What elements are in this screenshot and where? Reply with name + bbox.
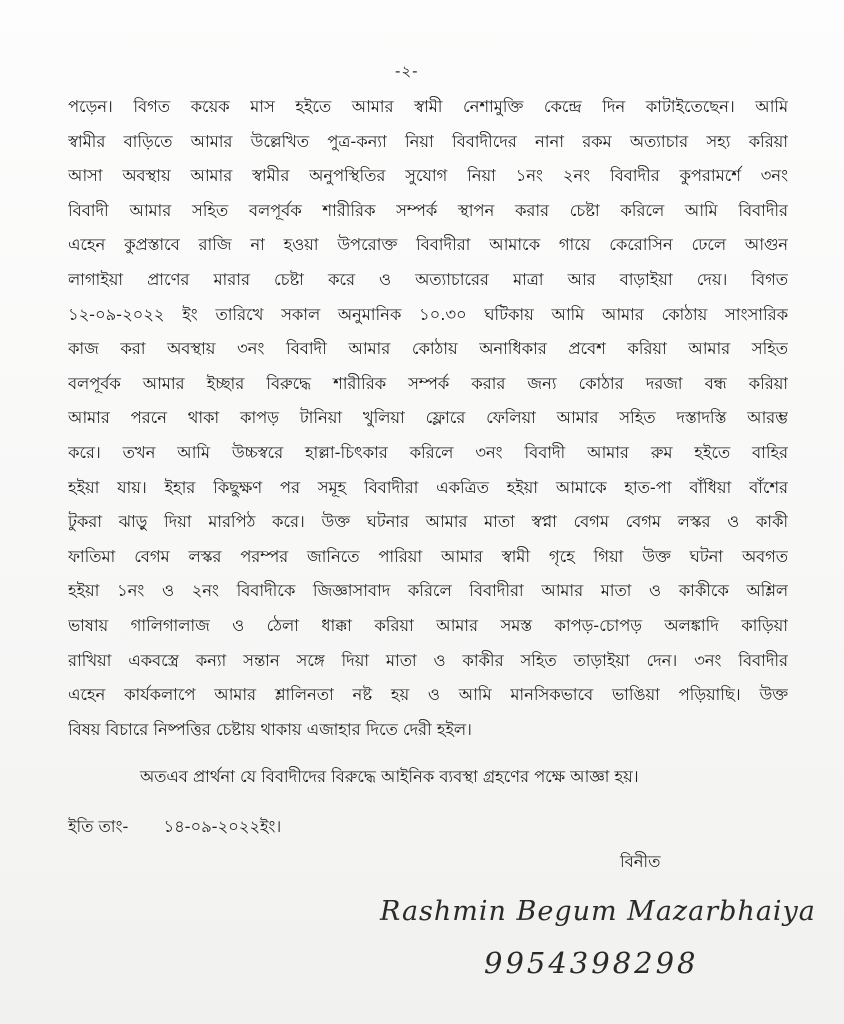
body-line: আসা অবস্থায় আমার স্বামীর অনুপস্থিতির সুযোগ নিয়া ১নং ২নং বিবাদীর কুপরামর্শে ৩নং xyxy=(68,166,788,186)
prayer-text: অতএব প্রার্থনা যে বিবাদীদের বিরুদ্ধে আইনিক ব্যবস্থা গ্রহণের পক্ষে আজ্ঞা হয়। xyxy=(140,767,639,786)
body-line: করে। তখন আমি উচ্চস্বরে হাল্লা-চিৎকার করিলে ৩নং বিবাদী আমার রুম হইতে বাহির xyxy=(68,442,788,462)
body-line: এহেন কার্যকলাপে আমার শ্লালিনতা নষ্ট হয় ও আমি মানসিকভাবে ভাঙিয়া পড়িয়াছি। উক্ত xyxy=(68,685,788,705)
body-line: বলপূর্বক আমার ইচ্ছার বিরুদ্ধে শারীরিক সম্পর্ক করার জন্য কোঠার দরজা বন্ধ করিয়া xyxy=(68,373,788,393)
signature-phone: 9954398298 xyxy=(484,946,699,980)
body-line: আমার পরনে থাকা কাপড় টানিয়া খুলিয়া ফ্লোরে ফেলিয়া আমার সহিত দস্তাদস্তি আরম্ভ xyxy=(68,408,788,428)
signature-name: Rashmin Begum Mazarbhaiya xyxy=(380,896,816,927)
body-line: পড়েন। বিগত কয়েক মাস হইতে আমার স্বামী নেশামুক্তি কেন্দ্রে দিন কাটাইতেছেন। আমি xyxy=(68,97,788,116)
closing-salutation: বিনীত xyxy=(620,852,661,871)
body-line: হইয়া ১নং ও ২নং বিবাদীকে জিজ্ঞাসাবাদ করিলে বিবাদীরা আমার মাতা ও কাকীকে অশ্লিল xyxy=(68,581,788,601)
body-line: লাগাইয়া প্রাণের মারার চেষ্টা করে ও অত্যাচারের মাত্রা আর বাড়াইয়া দেয়। বিগত xyxy=(68,269,788,289)
date-label: ইতি তাং- xyxy=(68,817,129,836)
body-line: ১২-০৯-২০২২ ইং তারিখে সকাল অনুমানিক ১০.৩০ ঘটিকায় আমি আমার কোঠায় সাংসারিক xyxy=(68,304,788,324)
body-line: কাজ করা অবস্থায় ৩নং বিবাদী আমার কোঠায় অনাধিকার প্রবেশ করিয়া আমার সহিত xyxy=(68,339,788,359)
body-line: রাখিয়া একবস্ত্রে কন্যা সন্তান সঙ্গে দিয়া মাতা ও কাকীর সহিত তাড়াইয়া দেন। ৩নং বিবাদীর xyxy=(68,650,788,670)
body-line: বিষয় বিচারে নিষ্পত্তির চেষ্টায় থাকায় এজাহার দিতে দেরী হইল। xyxy=(68,719,472,739)
body-line: টুকরা ঝাড়ু দিয়া মারপিঠ করে। উক্ত ঘটনার আমার মাতা স্বপ্না বেগম বেগম লস্কর ও কাকী xyxy=(68,512,788,532)
date-line xyxy=(68,810,281,844)
page-number: -২- xyxy=(395,62,419,80)
body-line: স্বামীর বাড়িতে আমার উল্লেখিত পুত্র-কন্যা নিয়া বিবাদীদের নানা রকম অত্যাচার সহ্য করিয়া xyxy=(68,131,788,151)
body-line: হইয়া যায়। ইহার কিছুক্ষণ পর সমূহ বিবাদীরা একত্রিত হইয়া আমাকে হাত-পা বাঁধিয়া বাঁশের xyxy=(68,477,788,497)
date-value: ১৪-০৯-২০২২ইং। xyxy=(163,817,282,836)
body-line: বিবাদী আমার সহিত বলপূর্বক শারীরিক সম্পর্ক স্থাপন করার চেষ্টা করিলে আমি বিবাদীর xyxy=(68,200,788,220)
body-line: এহেন কুপ্রস্তাবে রাজি না হওয়া উপরোক্ত বিবাদীরা আমাকে গায়ে কেরোসিন ঢেলে আগুন xyxy=(68,235,788,255)
letter-body xyxy=(68,90,788,747)
body-line: ভাষায় গালিগালাজ ও ঠেলা ধাক্কা করিয়া আমার সমস্ত কাপড়-চোপড় অলঙ্কাদি কাড়িয়া xyxy=(68,615,788,635)
body-line: ফাতিমা বেগম লস্কর পরম্পর জানিতে পারিয়া আমার স্বামী গৃহে গিয়া উক্ত ঘটনা অবগত xyxy=(68,546,788,566)
